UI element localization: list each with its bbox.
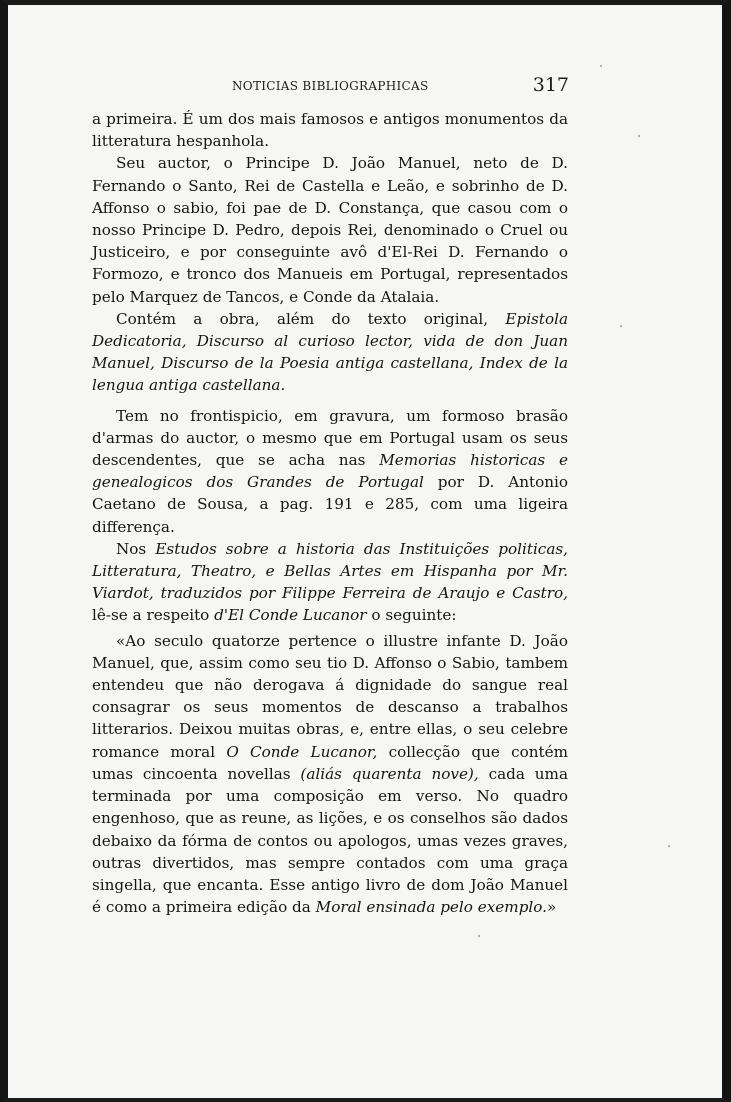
paragraph-1: a primeira. É um dos mais famosos e antigos monumentos da litteratura hespanhola. (92, 110, 568, 151)
paragraph-4 (92, 405, 568, 538)
paragraph-3 (92, 308, 568, 397)
paragraph-4-tail: por D. Antonio Caetano de Sousa, a pag. 191 e 285, com uma ligeira differença. (92, 473, 569, 536)
paragraph-5-tail: o seguinte: (371, 606, 457, 625)
italic-title-discurso-poesia: Discurso de la Poesia antiga castellana, (161, 354, 474, 373)
scan-speck (638, 135, 640, 137)
running-title: NOTICIAS BIBLIOGRAPHICAS (232, 79, 429, 93)
paragraph-5-mid: lê-se a respeito (92, 606, 210, 625)
italic-title-estudos: Estudos sobre a historia das Instituições politicas, Litteratura, Theatro, e Bellas Artes em Hispanha por Mr. Viardot, traduzidos por Filippe Ferreira de Araujo e Castro, (92, 539, 568, 603)
paragraph-5-lead: Nos (116, 539, 147, 558)
italic-title-o-conde-lucanor: O Conde Lucanor, (226, 742, 378, 761)
italic-title-discurso-lector: Discurso al curioso lector, (196, 332, 414, 351)
quotation-mid-2: cada uma terminada por uma composição em verso. No quadro engenhoso, que as reune, as lições, e os conselhos são dados debaixo da fórma de contos ou apologos, umas vezes graves, outras divertidos, mas sempre contados com uma graça singella, que encanta. Esse antigo livro de dom João Manuel é como a primeira edição da (92, 764, 569, 917)
italic-title-vida: vida de don Juan Manuel, (92, 332, 569, 373)
quotation-close: » (546, 898, 557, 917)
italic-title-memorias: Memorias historicas e genealogicos dos Grandes de Portugal (92, 451, 568, 492)
italic-aside-alias: (aliás quarenta nove), (300, 764, 479, 783)
scan-speck (668, 845, 670, 847)
italic-title-moral-ensinada: Moral ensinada pelo exemplo. (315, 898, 547, 917)
paragraph-4-lead: Tem no frontispicio, em gravura, um formoso brasão d'armas do auctor, o mesmo que em Portugal usam os seus descendentes, que se acha nas (92, 406, 568, 470)
scan-speck (600, 65, 602, 67)
page-number: 317 (532, 74, 569, 96)
body-text (92, 108, 568, 918)
quotation-lead: «Ao seculo quatorze pertence o illustre infante D. João Manuel, que, assim como seu tio D. Affonso o Sabio, tambem entendeu que não derogava á dignidade do sangue real consagrar os seus momentos de descanso a trabalhos litterarios. Deixou muitas obras, e, entre ellas, o seu celebre romance moral (92, 631, 568, 761)
paragraph-2: Seu auctor, o Principe D. João Manuel, neto de D. Fernando o Santo, Rei de Castella e Leão, e sobrinho de D. Affonso o sabio, foi pae de D. Constança, que casou com o nosso Principe D. Pedro, depois Rei, denominado o Cruel ou Justiceiro, e por conseguinte avô d'El-Rei D. Fernando o Formozo, e tronco dos Manueis em Portugal, representados pelo Marquez de Tancos, e Conde da Atalaia. (92, 154, 568, 306)
running-header (82, 74, 572, 98)
italic-title-conde-lucanor: d'El Conde Lucanor (214, 606, 367, 625)
quotation-mid-1: collecção que contém umas cincoenta novellas (92, 742, 569, 783)
scan-speck (478, 935, 480, 937)
italic-title-index: Index de la lengua antiga castellana. (92, 354, 568, 395)
scan-speck (620, 325, 622, 327)
quotation-paragraph (92, 630, 568, 919)
italic-title-epistola: Epistola Dedicatoria, (92, 309, 569, 351)
paragraph-5 (92, 538, 568, 627)
paragraph-3-lead: Contém a obra, além do texto original, (116, 309, 489, 328)
